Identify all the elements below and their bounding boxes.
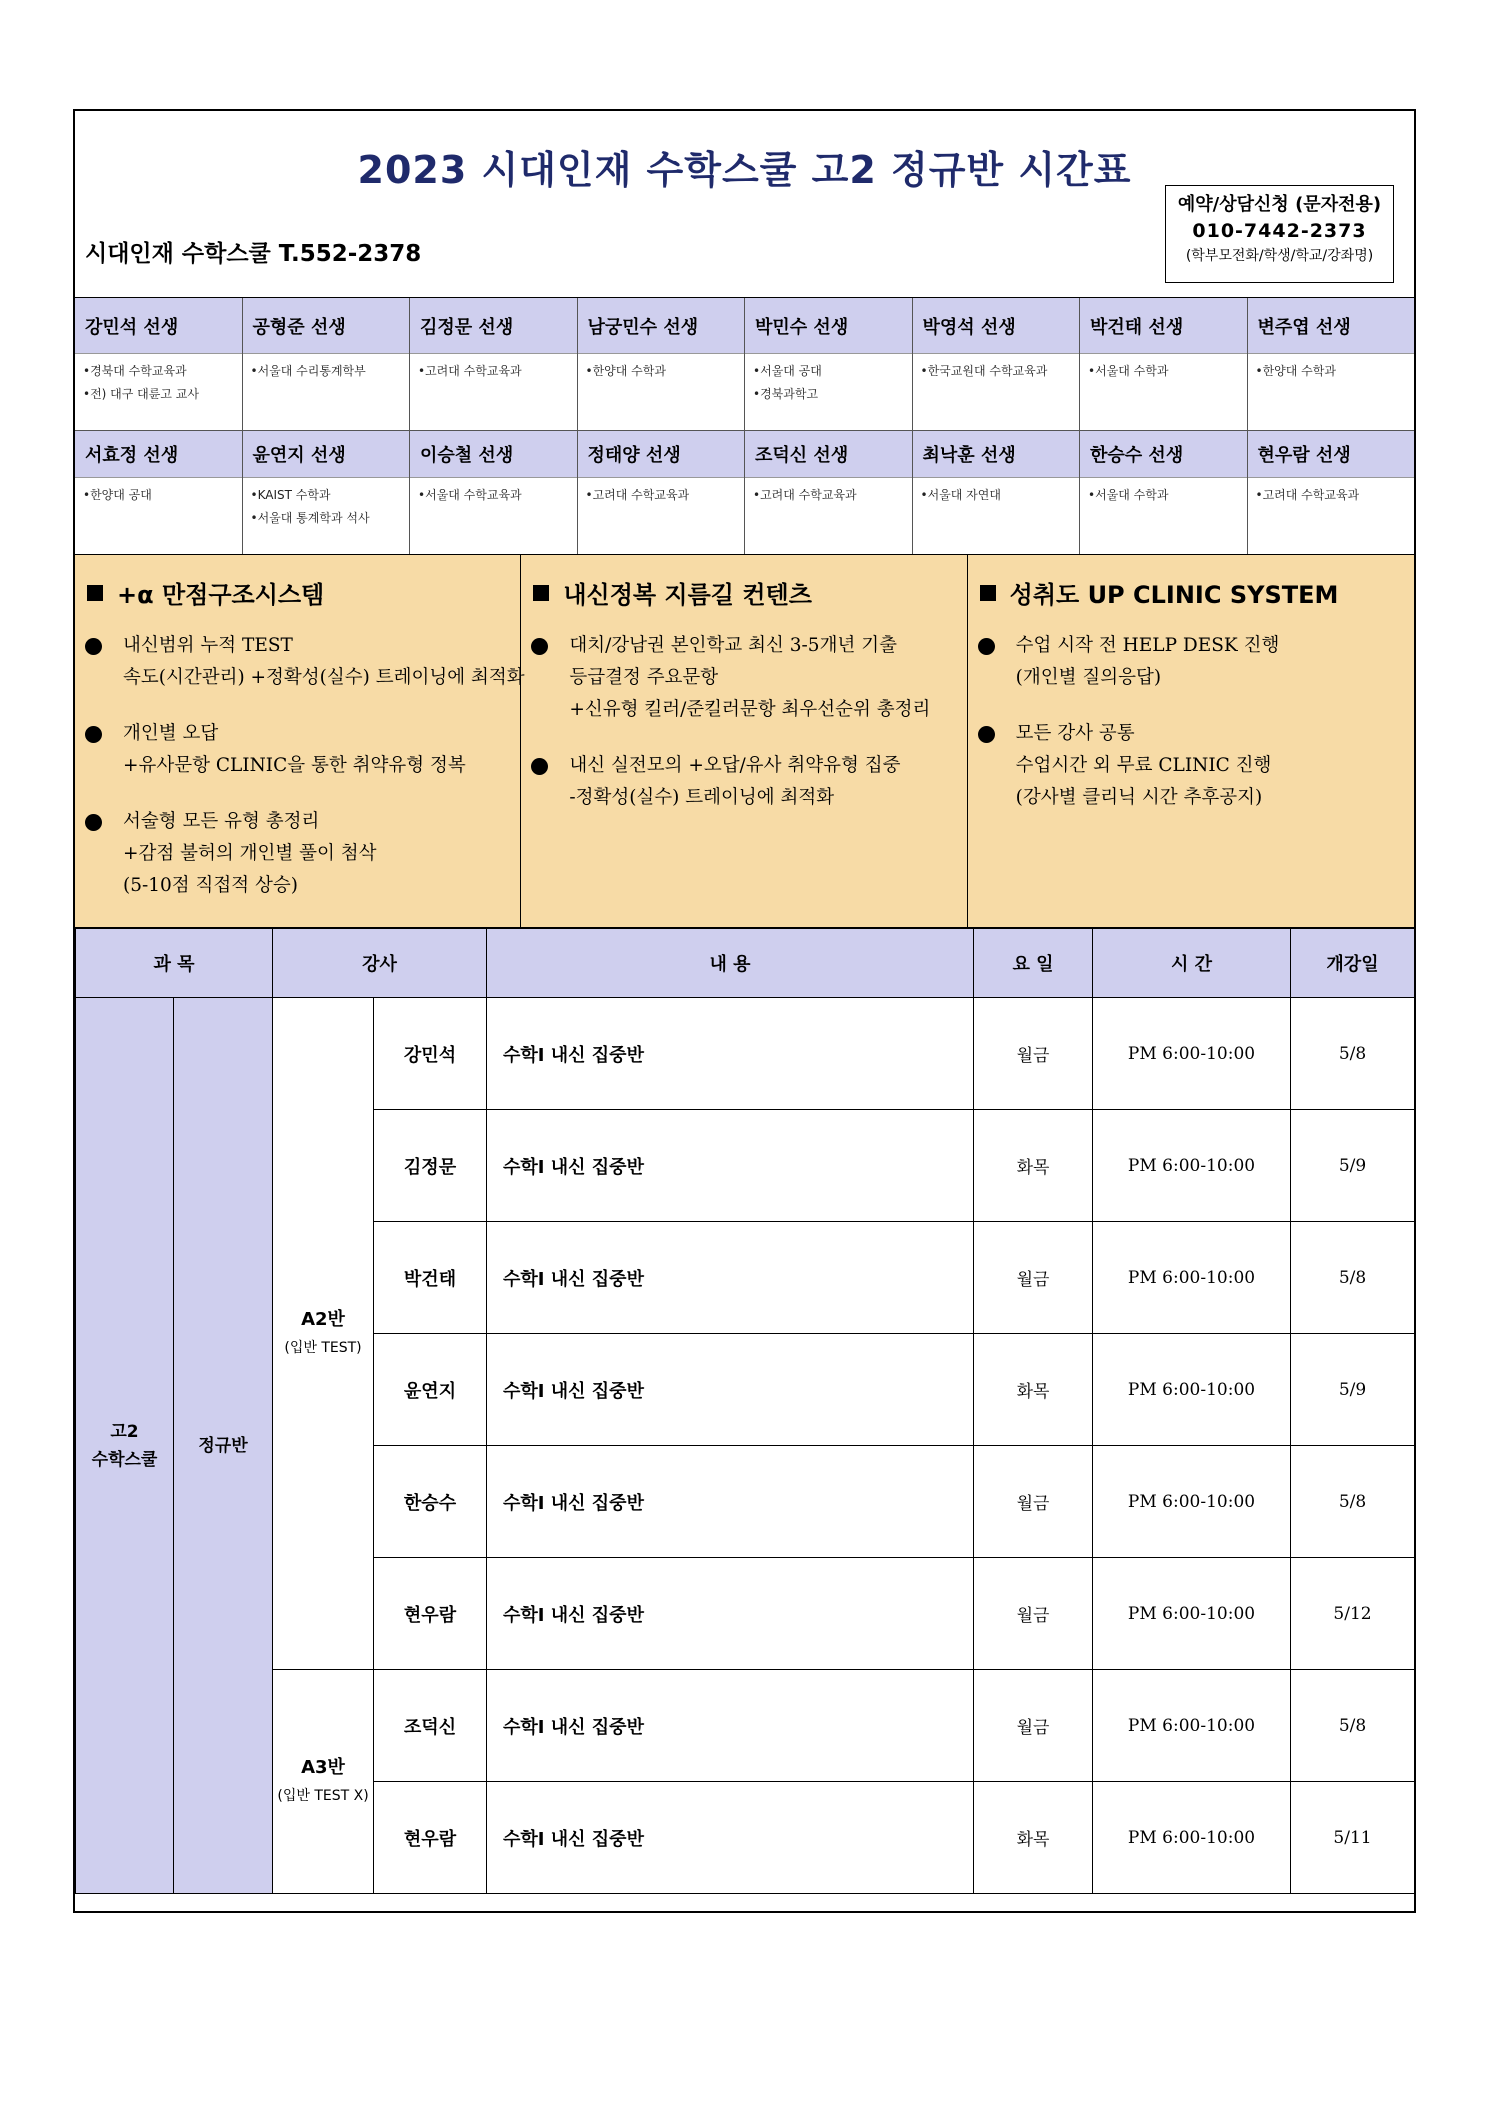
teacher-name: 윤연지 선생 <box>243 431 410 478</box>
teacher-info <box>75 354 242 430</box>
circle-bullet-icon <box>85 638 102 655</box>
feature-line: (5-10점 직접적 상승) <box>123 875 298 896</box>
teacher-info-line: •고려대 수학교육과 <box>585 488 690 502</box>
teacher-cell <box>745 298 913 430</box>
teacher-info <box>1248 354 1415 430</box>
teacher-info-line: •한국교원대 수학교육과 <box>920 364 1048 378</box>
table-row <box>76 998 1415 1110</box>
teacher-cell: 한승수 <box>374 1446 487 1558</box>
teacher-info <box>410 478 577 554</box>
teacher-name: 박건태 선생 <box>1080 298 1247 354</box>
day-cell: 화목 <box>974 1334 1093 1446</box>
day-cell: 월금 <box>974 1670 1093 1782</box>
feature-item <box>83 806 520 902</box>
teacher-name: 변주엽 선생 <box>1248 298 1415 354</box>
table-row <box>76 1670 1415 1782</box>
day-cell: 월금 <box>974 1222 1093 1334</box>
teacher-cell: 강민석 <box>374 998 487 1110</box>
teacher-cell <box>1080 298 1248 430</box>
feature-line: 내신 실전모의 +오답/유사 취약유형 집중 <box>569 755 901 776</box>
content-cell: 수학Ⅰ 내신 집중반 <box>487 1782 974 1894</box>
teacher-info <box>913 354 1080 430</box>
circle-bullet-icon <box>978 638 995 655</box>
header-teacher: 강사 <box>273 929 487 998</box>
time-cell: PM 6:00-10:00 <box>1093 1334 1291 1446</box>
teacher-info-line: •서울대 자연대 <box>920 488 1001 502</box>
header-day: 요 일 <box>974 929 1093 998</box>
circle-bullet-icon <box>531 638 548 655</box>
teacher-info-line: •서울대 공대 <box>753 364 822 378</box>
class-cell-a3 <box>273 1670 374 1894</box>
teacher-cell: 현우람 <box>374 1558 487 1670</box>
feature-line: 모든 강사 공통 <box>1015 723 1135 744</box>
teacher-info <box>1080 354 1247 430</box>
day-cell: 화목 <box>974 1110 1093 1222</box>
teacher-info <box>243 354 410 430</box>
feature-item <box>529 630 966 726</box>
header <box>75 111 1414 298</box>
circle-bullet-icon <box>85 726 102 743</box>
time-cell: PM 6:00-10:00 <box>1093 1446 1291 1558</box>
content-cell: 수학Ⅰ 내신 집중반 <box>487 1222 974 1334</box>
teacher-info <box>913 478 1080 554</box>
teacher-info-line: •경북과학고 <box>753 387 819 401</box>
feature-title-text: 성취도 UP CLINIC SYSTEM <box>1009 581 1339 609</box>
day-cell: 월금 <box>974 1446 1093 1558</box>
teacher-row <box>75 298 1414 430</box>
teacher-name: 서효정 선생 <box>75 431 242 478</box>
feature-title <box>83 575 520 610</box>
timetable-document <box>73 109 1416 1913</box>
start-cell: 5/9 <box>1291 1110 1415 1222</box>
academy-name: 시대인재 수학스쿨 T.552-2378 <box>85 241 422 267</box>
course-line: 고2 <box>110 1421 139 1442</box>
course-cell <box>76 998 174 1894</box>
feature-item <box>976 718 1414 814</box>
time-cell: PM 6:00-10:00 <box>1093 1670 1291 1782</box>
teacher-cell <box>410 298 578 430</box>
start-cell: 5/8 <box>1291 998 1415 1110</box>
teacher-info <box>243 478 410 554</box>
teacher-cell <box>913 298 1081 430</box>
feature-column <box>968 555 1414 927</box>
feature-line: (강사별 클리닉 시간 추후공지) <box>1015 787 1263 808</box>
time-cell: PM 6:00-10:00 <box>1093 1558 1291 1670</box>
feature-line: (개인별 질의응답) <box>1015 667 1162 688</box>
circle-bullet-icon <box>978 726 995 743</box>
time-cell: PM 6:00-10:00 <box>1093 1222 1291 1334</box>
teacher-cell: 조덕신 <box>374 1670 487 1782</box>
feature-line: 내신범위 누적 TEST <box>123 635 293 656</box>
content-cell: 수학Ⅰ 내신 집중반 <box>487 1670 974 1782</box>
teacher-cell <box>75 298 243 430</box>
contact-box <box>1165 185 1394 283</box>
teacher-info-line: •경북대 수학교육과 <box>83 364 187 378</box>
start-cell: 5/9 <box>1291 1334 1415 1446</box>
header-start: 개강일 <box>1291 929 1415 998</box>
header-content: 내 용 <box>487 929 974 998</box>
teacher-info <box>410 354 577 430</box>
teacher-grid <box>75 298 1414 554</box>
teacher-cell <box>745 431 913 554</box>
feature-line: +유사문항 CLINIC을 통한 취약유형 정복 <box>123 755 466 776</box>
page-title: 2023 시대인재 수학스쿨 고2 정규반 시간표 <box>357 148 1132 192</box>
teacher-cell: 박건태 <box>374 1222 487 1334</box>
teacher-row <box>75 430 1414 554</box>
day-cell: 화목 <box>974 1782 1093 1894</box>
teacher-cell <box>75 431 243 554</box>
circle-bullet-icon <box>531 758 548 775</box>
type-cell: 정규반 <box>174 998 273 1894</box>
feature-title-text: 내신정복 지름길 컨텐츠 <box>563 581 812 609</box>
start-cell: 5/8 <box>1291 1222 1415 1334</box>
contact-phone: 010-7442-2373 <box>1192 220 1367 242</box>
feature-column <box>75 555 525 927</box>
teacher-name: 박민수 선생 <box>745 298 912 354</box>
feature-title-text: +α 만점구조시스템 <box>117 581 325 609</box>
start-cell: 5/11 <box>1291 1782 1415 1894</box>
teacher-info-line: •KAIST 수학과 <box>250 488 331 502</box>
teacher-info-line: •서울대 수리통계학부 <box>250 364 366 378</box>
teacher-name: 조덕신 선생 <box>745 431 912 478</box>
schedule-table <box>75 928 1415 1894</box>
teacher-cell <box>578 431 746 554</box>
square-bullet-icon <box>87 585 103 601</box>
teacher-cell <box>410 431 578 554</box>
teacher-info <box>578 478 745 554</box>
teacher-info <box>578 354 745 430</box>
teacher-cell <box>1080 431 1248 554</box>
day-cell: 월금 <box>974 1558 1093 1670</box>
teacher-info <box>1080 478 1247 554</box>
teacher-cell <box>243 298 411 430</box>
content-cell: 수학Ⅰ 내신 집중반 <box>487 1558 974 1670</box>
teacher-cell <box>243 431 411 554</box>
teacher-name: 한승수 선생 <box>1080 431 1247 478</box>
teacher-info-line: •한양대 수학과 <box>585 364 666 378</box>
content-cell: 수학Ⅰ 내신 집중반 <box>487 998 974 1110</box>
teacher-cell <box>1248 431 1415 554</box>
teacher-info-line: •한양대 수학과 <box>1255 364 1336 378</box>
feature-item <box>529 750 966 814</box>
teacher-info <box>75 478 242 554</box>
start-cell: 5/8 <box>1291 1446 1415 1558</box>
class-name: A2반 <box>301 1308 345 1330</box>
square-bullet-icon <box>980 585 996 601</box>
feature-item <box>83 630 525 694</box>
feature-line: -정확성(실수) 트레이닝에 최적화 <box>569 787 835 808</box>
feature-line: 등급결정 주요문항 <box>569 667 719 688</box>
teacher-name: 남궁민수 선생 <box>578 298 745 354</box>
schedule-header-row <box>76 929 1415 998</box>
class-sub: (입반 TEST) <box>284 1339 362 1356</box>
time-cell: PM 6:00-10:00 <box>1093 1110 1291 1222</box>
teacher-info-line: •전) 대구 대륜고 교사 <box>83 387 199 401</box>
teacher-info-line: •서울대 수학교육과 <box>418 488 522 502</box>
teacher-name: 강민석 선생 <box>75 298 242 354</box>
feature-line: 대치/강남권 본인학교 최신 3-5개년 기출 <box>569 635 897 656</box>
feature-line: +신유형 킬러/준킬러문항 최우선순위 총정리 <box>569 699 931 720</box>
teacher-name: 박영석 선생 <box>913 298 1080 354</box>
teacher-cell: 윤연지 <box>374 1334 487 1446</box>
teacher-name: 김정문 선생 <box>410 298 577 354</box>
contact-note: (학부모전화/학생/학교/강좌명) <box>1185 248 1374 264</box>
feature-line: 수업시간 외 무료 CLINIC 진행 <box>1015 755 1272 776</box>
teacher-info <box>745 478 912 554</box>
teacher-cell: 김정문 <box>374 1110 487 1222</box>
teacher-info-line: •고려대 수학교육과 <box>753 488 857 502</box>
feature-item <box>83 718 520 782</box>
feature-line: +감점 불허의 개인별 풀이 첨삭 <box>123 843 377 864</box>
feature-title <box>976 575 1414 610</box>
time-cell: PM 6:00-10:00 <box>1093 1782 1291 1894</box>
class-name: A3반 <box>301 1756 345 1778</box>
feature-column <box>521 555 967 927</box>
course-line: 수학스쿨 <box>91 1449 158 1470</box>
teacher-cell: 현우람 <box>374 1782 487 1894</box>
class-cell-a2 <box>273 998 374 1670</box>
feature-line: 속도(시간관리) +정확성(실수) 트레이닝에 최적화 <box>123 667 525 688</box>
feature-line: 개인별 오답 <box>123 723 219 744</box>
teacher-name: 이승철 선생 <box>410 431 577 478</box>
start-cell: 5/8 <box>1291 1670 1415 1782</box>
contact-label: 예약/상담신청 (문자전용) <box>1177 194 1382 215</box>
feature-line: 서술형 모든 유형 총정리 <box>123 811 320 832</box>
teacher-info-line: •한양대 공대 <box>83 488 152 502</box>
feature-title <box>529 575 966 610</box>
day-cell: 월금 <box>974 998 1093 1110</box>
header-subject: 과 목 <box>76 929 273 998</box>
class-sub: (입반 TEST X) <box>277 1787 369 1804</box>
teacher-cell <box>578 298 746 430</box>
header-time: 시 간 <box>1093 929 1291 998</box>
circle-bullet-icon <box>85 814 102 831</box>
teacher-info-line: •고려대 수학교육과 <box>1255 488 1360 502</box>
teacher-info-line: •서울대 수학과 <box>1088 364 1169 378</box>
square-bullet-icon <box>533 585 549 601</box>
content-cell: 수학Ⅰ 내신 집중반 <box>487 1110 974 1222</box>
time-cell: PM 6:00-10:00 <box>1093 998 1291 1110</box>
teacher-name: 정태양 선생 <box>578 431 745 478</box>
teacher-cell <box>1248 298 1415 430</box>
teacher-name: 현우람 선생 <box>1248 431 1415 478</box>
teacher-info <box>745 354 912 430</box>
teacher-cell <box>913 431 1081 554</box>
teacher-name: 최낙훈 선생 <box>913 431 1080 478</box>
teacher-name: 공형준 선생 <box>243 298 410 354</box>
teacher-info-line: •서울대 통계학과 석사 <box>250 511 370 525</box>
content-cell: 수학Ⅰ 내신 집중반 <box>487 1446 974 1558</box>
feature-section <box>75 554 1414 928</box>
teacher-info-line: •서울대 수학과 <box>1088 488 1169 502</box>
teacher-info-line: •고려대 수학교육과 <box>418 364 522 378</box>
feature-item <box>976 630 1414 694</box>
feature-line: 수업 시작 전 HELP DESK 진행 <box>1015 635 1280 656</box>
teacher-info <box>1248 478 1415 554</box>
start-cell: 5/12 <box>1291 1558 1415 1670</box>
content-cell: 수학Ⅰ 내신 집중반 <box>487 1334 974 1446</box>
